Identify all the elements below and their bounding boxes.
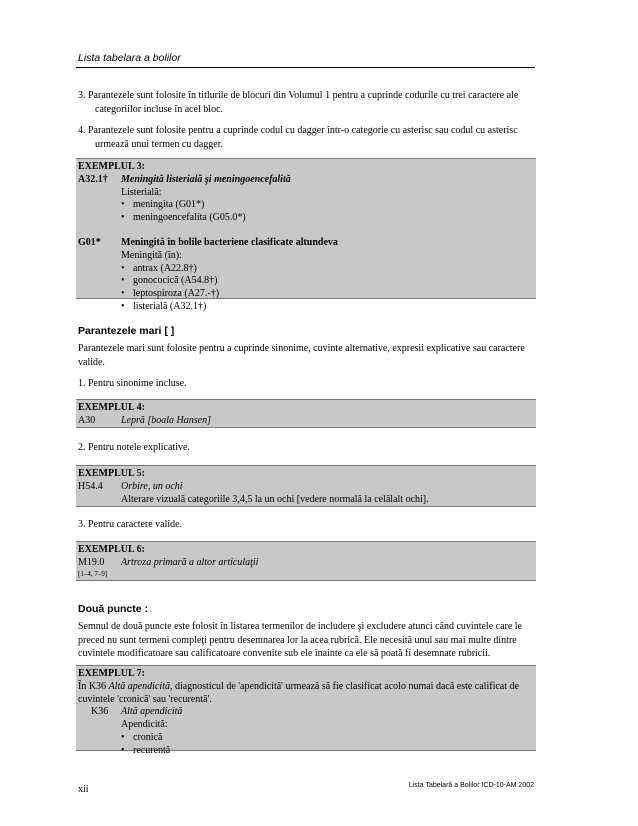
- example-3-entry-1: [78, 174, 534, 187]
- entry-subheading: Meningită (în):: [121, 249, 182, 261]
- running-header: Lista tabelara a bolilor: [78, 52, 181, 64]
- list-item: • recurentă: [121, 744, 171, 756]
- bullet-icon: •: [121, 300, 125, 312]
- list-item: • antrax (A22.8†): [121, 262, 197, 274]
- entry-note: [1–4, 7–9]: [78, 569, 108, 578]
- footer-title: Lista Tabelară a Bolilor ICD-10-AM 2002: [408, 782, 534, 789]
- list-item: • leptospiroza (A27.-†): [121, 288, 220, 300]
- entry-subheading: Apendicită:: [121, 719, 168, 731]
- paragraph-3: [78, 89, 536, 116]
- list-item: • listerială (A32.1†): [121, 300, 207, 312]
- paragraph-colon: Semnul de două puncte este folosit în listarea termenilor de includere şi excludere atunci când cuvintele care le preced nu sunt termeni compleţi pentru desemnarea lor la acea rubrică. Ele necesită unul sau mai multe dintre cuvintele modificatoare sau calificatoare convenite sub ele înainte ca ele să poată fi desemnate rubricii.: [78, 621, 522, 659]
- entry-title: Meningită în bolile bacteriene clasificate altundeva: [121, 236, 338, 248]
- bullet-icon: •: [121, 262, 125, 274]
- example-5-title: EXEMPLUL 5:: [78, 468, 145, 479]
- example-6-box: [76, 541, 536, 581]
- example-3-box: [76, 158, 536, 312]
- example-7-line-2: cuvintele 'cronică' sau 'recurentă'.: [78, 693, 212, 705]
- entry-title: Artroza primară a altor articulaţii: [121, 556, 259, 568]
- entry-code: G01*: [78, 236, 101, 248]
- para-3-text: Parantezele sunt folosite în titlurile de blocuri din Volumul 1 pentru a cuprinde codurile cu trei caractere ale: [88, 90, 519, 101]
- example-7-title: EXEMPLUL 7:: [78, 668, 145, 679]
- list-item-3: 3. Pentru caractere valide.: [78, 519, 183, 530]
- bullet-icon: •: [121, 731, 125, 743]
- entry-title: Lepră [boala Hansen]: [121, 414, 212, 426]
- list-item: • gonococică (A54.8†): [121, 275, 218, 287]
- para-4-cont: urmează unui termen cu dagger.: [95, 138, 223, 150]
- entry-title: Meningită listerială şi meningoencefalită: [121, 173, 291, 185]
- section-heading-brackets: Parantezele mari [ ]: [78, 325, 175, 337]
- bullet-icon: •: [121, 275, 125, 287]
- section-heading-colon: Două puncte :: [78, 603, 148, 615]
- example-3-entry-2: [78, 237, 534, 250]
- entry-code: A30: [78, 414, 96, 426]
- page-number: xii: [78, 784, 89, 795]
- list-item: • meningoencefalita (G05.0*): [121, 212, 246, 224]
- example-7-line-1: În K36 Altă apendicită, diagnosticul de 'apendicită' urmează să fie clasificat acolo numai dacă este calificat de: [78, 680, 519, 692]
- example-3-title: EXEMPLUL 3:: [78, 161, 145, 172]
- para-3-cont: categoriilor incluse în acel bloc.: [95, 103, 224, 115]
- header-rule: [76, 67, 535, 68]
- entry-subheading: Listerială:: [121, 186, 162, 198]
- example-7-box: [76, 665, 536, 756]
- entry-code: A32.1†: [78, 173, 108, 185]
- example-6-title: EXEMPLUL 6:: [78, 544, 145, 555]
- example-4-title: EXEMPLUL 4:: [78, 402, 145, 413]
- example-4-box: [76, 399, 536, 428]
- bullet-icon: •: [121, 744, 125, 756]
- bullet-icon: •: [121, 212, 125, 224]
- paragraph-4: [78, 124, 536, 151]
- entry-description: Alterare vizuală categoriile 3,4,5 la un ochi [vedere normală la celălalt ochi].: [121, 493, 429, 505]
- list-item-1: 1. Pentru sinonime incluse.: [78, 378, 187, 389]
- list-item: • cronică: [121, 731, 163, 743]
- bullet-icon: •: [121, 288, 125, 300]
- paragraph-brackets: Parantezele mari sunt folosite pentru a cuprinde sinonime, cuvinte alternative, expresii explicative sau caractere valide.: [78, 343, 525, 368]
- entry-title: Orbire, un ochi: [121, 480, 183, 492]
- para-4-number: 4.: [78, 125, 86, 136]
- entry-code: M19.0: [78, 556, 105, 568]
- example-5-box: [76, 465, 536, 507]
- entry-code: K36: [91, 706, 109, 718]
- para-4-text: Parantezele sunt folosite pentru a cuprinde codul cu dagger într-o categorie cu asterisc sau codul cu asterisc: [88, 125, 518, 136]
- para-3-number: 3.: [78, 90, 86, 101]
- bullet-icon: •: [121, 199, 125, 211]
- entry-code: H54.4: [78, 480, 103, 492]
- entry-title: Altă apendicită: [121, 706, 183, 718]
- list-item: • meningita (G01*): [121, 199, 205, 211]
- list-item-2: 2. Pentru notele explicative.: [78, 442, 190, 453]
